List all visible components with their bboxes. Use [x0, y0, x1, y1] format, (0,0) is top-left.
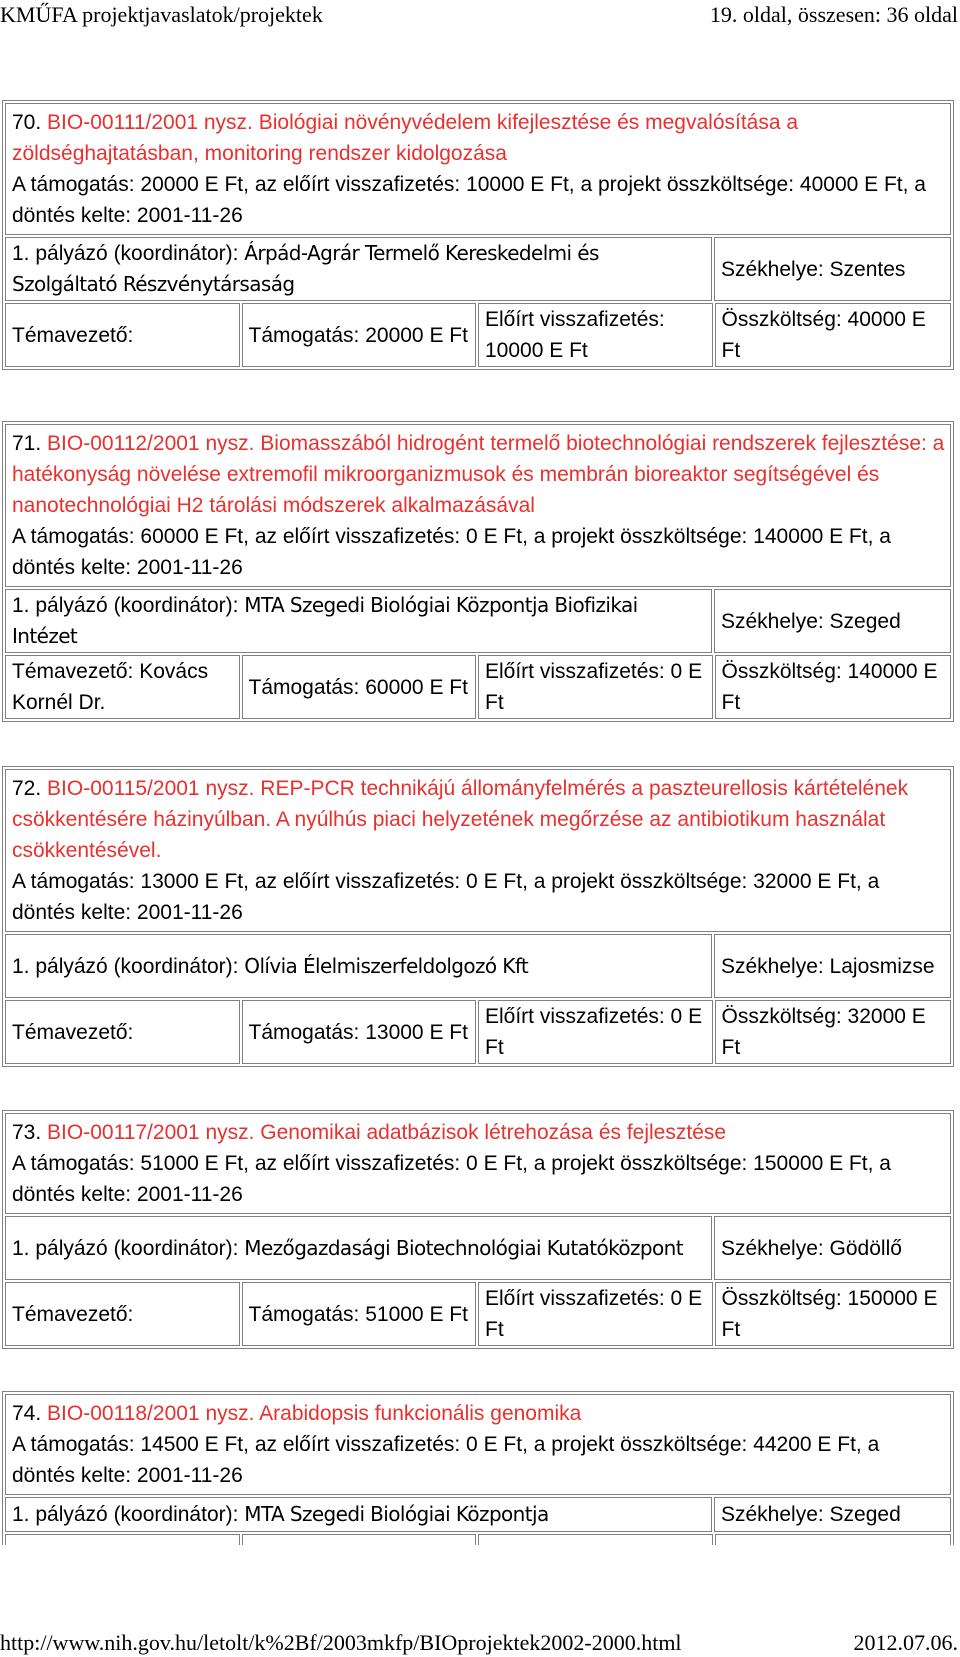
seat-cell: Székhelye: Szeged	[714, 589, 951, 653]
applicant-cell	[5, 237, 712, 301]
lead-cell: Témavezető: Kovács Kornél Dr.	[5, 655, 240, 719]
page-footer	[0, 1626, 960, 1656]
project-number: 70.	[12, 111, 42, 134]
project-description	[5, 424, 951, 587]
total-cell	[715, 1534, 951, 1545]
repay-cell: Előírt visszafizetés: 10000 E Ft	[478, 303, 713, 367]
project-description	[5, 769, 951, 932]
applicant-cell	[5, 1216, 712, 1280]
project-title-link[interactable]: Genomikai adatbázisok létrehozása és fejlesztése	[260, 1121, 727, 1144]
applicant-row	[5, 1497, 951, 1532]
total-cell: Összköltség: 32000 E Ft	[715, 1000, 951, 1064]
applicant-row	[5, 237, 951, 301]
project-title-link[interactable]: Arabidopsis funkcionális genomika	[259, 1402, 582, 1425]
repay-cell	[478, 1534, 713, 1545]
total-cell: Összköltség: 140000 E Ft	[715, 655, 951, 719]
lead-cell: Témavezető:	[5, 1282, 240, 1346]
seat-cell: Székhelye: Lajosmizse	[714, 934, 951, 998]
applicant-label: 1. pályázó (koordinátor):	[12, 1503, 239, 1526]
project-summary: A támogatás: 20000 E Ft, az előírt visszafizetés: 10000 E Ft, a projekt összköltsége: 40000 E Ft, a döntés kelte: 2001-11-26	[12, 173, 926, 227]
finance-row	[5, 1000, 951, 1064]
project-block-70	[2, 100, 954, 370]
support-cell: Támogatás: 51000 E Ft	[242, 1282, 477, 1346]
applicant-cell	[5, 589, 712, 653]
applicant-name: MTA Szegedi Biológiai Központja Biofizikai Intézet	[12, 593, 638, 648]
lead-cell: Témavezető:	[5, 303, 240, 367]
project-summary: A támogatás: 14500 E Ft, az előírt visszafizetés: 0 E Ft, a projekt összköltsége: 44200 E Ft, a döntés kelte: 2001-11-26	[12, 1433, 880, 1487]
project-number: 71.	[12, 432, 42, 455]
support-cell	[242, 1534, 477, 1545]
applicant-row	[5, 934, 951, 998]
project-id-link[interactable]: BIO-00111/2001 nysz.	[47, 111, 253, 134]
applicant-label: 1. pályázó (koordinátor):	[12, 594, 239, 617]
support-cell: Támogatás: 13000 E Ft	[242, 1000, 477, 1064]
footer-url: http://www.nih.gov.hu/letolt/k%2Bf/2003mkfp/BIOprojektek2002-2000.html	[0, 1630, 682, 1655]
project-block-72	[2, 766, 954, 1067]
applicant-name: Olívia Élelmiszerfeldolgozó Kft	[244, 953, 529, 978]
project-number: 74.	[12, 1402, 42, 1425]
finance-row	[5, 1282, 951, 1346]
repay-cell: Előírt visszafizetés: 0 E Ft	[478, 1282, 713, 1346]
applicant-cell	[5, 934, 712, 998]
project-title-link[interactable]: Biológiai növényvédelem kifejlesztése és megvalósítása a zöldséghajtatásban, monitoring rendszer kidolgozása	[12, 111, 799, 165]
footer-date: 2012.07.06.	[853, 1630, 958, 1655]
project-block-74	[2, 1391, 954, 1545]
project-summary: A támogatás: 51000 E Ft, az előírt visszafizetés: 0 E Ft, a projekt összköltsége: 150000 E Ft, a döntés kelte: 2001-11-26	[12, 1152, 891, 1206]
seat-cell: Székhelye: Szentes	[714, 237, 951, 301]
repay-cell: Előírt visszafizetés: 0 E Ft	[478, 1000, 713, 1064]
applicant-name: Mezőgazdasági Biotechnológiai Kutatóközpont	[244, 1235, 683, 1260]
project-description	[5, 1113, 951, 1214]
applicant-label: 1. pályázó (koordinátor):	[12, 1236, 239, 1260]
header-page-count: 19. oldal, összesen: 36 oldal	[709, 2, 958, 27]
project-number: 73.	[12, 1121, 42, 1144]
project-id-link[interactable]: BIO-00115/2001 nysz.	[47, 777, 255, 800]
seat-cell: Székhelye: Gödöllő	[714, 1216, 951, 1280]
finance-row	[5, 655, 951, 719]
project-description	[5, 103, 951, 235]
lead-cell	[5, 1534, 240, 1545]
finance-row	[5, 303, 951, 367]
finance-row	[5, 1534, 951, 1545]
applicant-label: 1. pályázó (koordinátor):	[12, 242, 239, 265]
project-title-link[interactable]: Biomasszából hidrogént termelő biotechnológiai rendszerek fejlesztése: a hatékonyság növelése extremofil mikroorganizmusok és membrán bioreaktor segítségével és nanotechnológiai H2 tárolási módszerek alkalmazásával	[12, 432, 945, 517]
lead-cell: Témavezető:	[5, 1000, 240, 1064]
project-description	[5, 1394, 951, 1495]
page-header	[0, 0, 960, 30]
support-cell: Támogatás: 20000 E Ft	[242, 303, 477, 367]
applicant-label: 1. pályázó (koordinátor):	[12, 954, 239, 978]
support-cell: Támogatás: 60000 E Ft	[242, 655, 477, 719]
applicant-cell	[5, 1497, 712, 1532]
applicant-row	[5, 589, 951, 653]
applicant-row	[5, 1216, 951, 1280]
project-id-link[interactable]: BIO-00112/2001 nysz.	[47, 432, 255, 455]
total-cell: Összköltség: 40000 E Ft	[715, 303, 951, 367]
applicant-name: MTA Szegedi Biológiai Központja	[244, 1502, 549, 1526]
project-id-link[interactable]: BIO-00118/2001 nysz.	[47, 1402, 255, 1425]
repay-cell: Előírt visszafizetés: 0 E Ft	[478, 655, 713, 719]
project-title-link[interactable]: REP-PCR technikájú állományfelmérés a paszteurellosis kártételének csökkentésére házinyúlban. A nyúlhús piaci helyzetének megőrzése az antibiotikum használat csökkentésével.	[12, 777, 909, 862]
project-block-73	[2, 1110, 954, 1349]
applicant-name: Árpád-Agrár Termelő Kereskedelmi és Szolgáltató Részvénytársaság	[12, 241, 599, 296]
project-summary: A támogatás: 13000 E Ft, az előírt visszafizetés: 0 E Ft, a projekt összköltsége: 32000 E Ft, a döntés kelte: 2001-11-26	[12, 870, 880, 924]
project-block-71	[2, 421, 954, 722]
project-number: 72.	[12, 777, 42, 800]
project-id-link[interactable]: BIO-00117/2001 nysz.	[47, 1121, 255, 1144]
project-summary: A támogatás: 60000 E Ft, az előírt visszafizetés: 0 E Ft, a projekt összköltsége: 140000 E Ft, a döntés kelte: 2001-11-26	[12, 525, 891, 579]
total-cell: Összköltség: 150000 E Ft	[715, 1282, 951, 1346]
seat-cell: Székhelye: Szeged	[714, 1497, 951, 1532]
header-title: KMŰFA projektjavaslatok/projektek	[0, 2, 323, 27]
